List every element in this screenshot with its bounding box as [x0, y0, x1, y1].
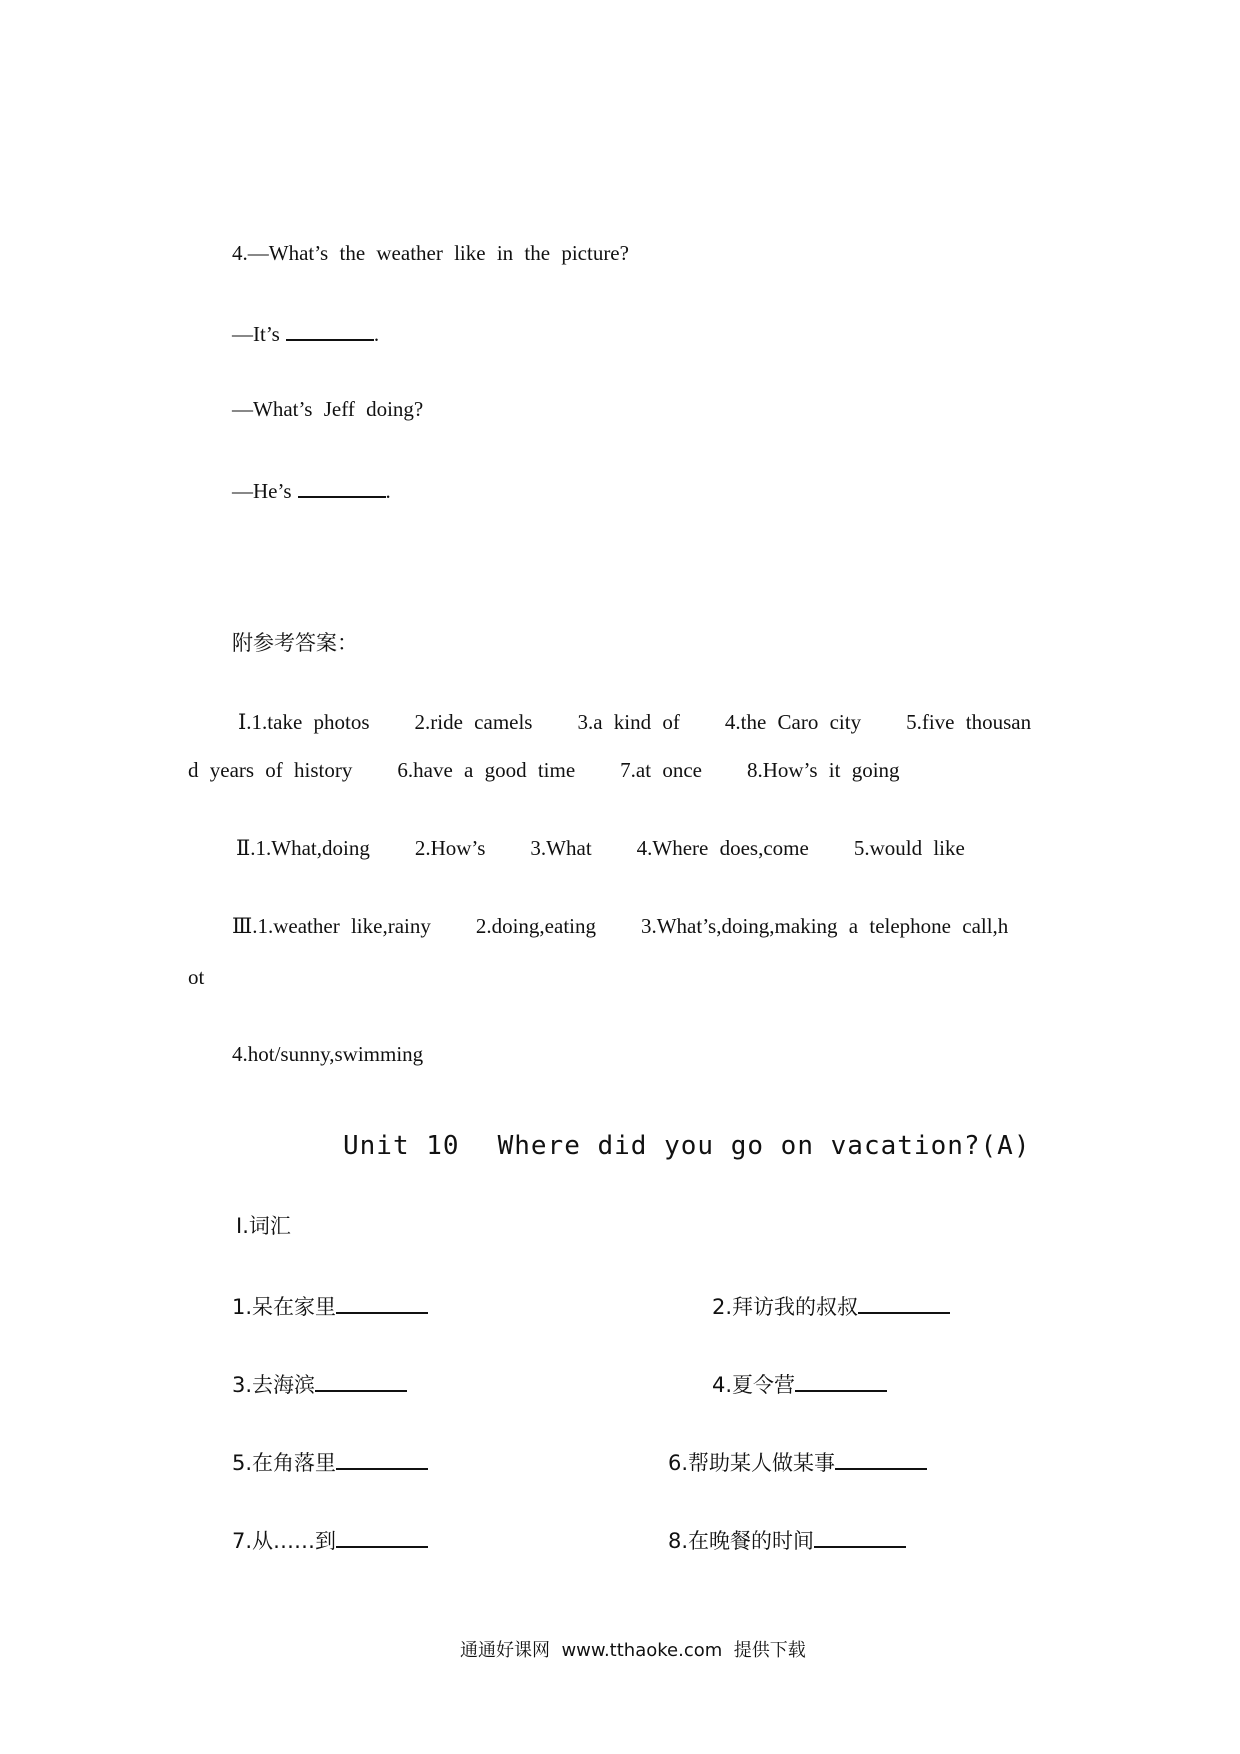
answers-section-3-line-2: ot [188, 965, 205, 989]
vocab-item-2: 2.拜访我的叔叔 [712, 1294, 950, 1318]
vocab-item-7: 7.从……到 [232, 1528, 428, 1552]
vocab-blank[interactable] [315, 1372, 407, 1392]
vocab-blank[interactable] [835, 1450, 927, 1470]
answers-section-3-line-1: Ⅲ.1.weather like,rainy 2.doing,eating 3.What’s,doing,making a telephone call,h [232, 914, 1009, 938]
answers-section-1-line-2: d years of history 6.have a good time 7.at once 8.How’s it going [188, 758, 900, 782]
vocab-item-4: 4.夏令营 [712, 1372, 887, 1396]
vocab-blank[interactable] [336, 1294, 428, 1314]
answers-section-3-line-3: 4.hot/sunny,swimming [232, 1042, 424, 1066]
vocab-blank[interactable] [814, 1528, 906, 1548]
vocab-section-label: Ⅰ.词汇 [236, 1214, 291, 1238]
answer-line-weather: —It’s . [232, 322, 380, 346]
answer-line-jeff: —He’s . [232, 479, 391, 503]
answer-blank[interactable] [286, 321, 374, 341]
vocab-item-3: 3.去海滨 [232, 1372, 407, 1396]
answer-prefix: —It’s [232, 322, 280, 346]
vocab-item-5: 5.在角落里 [232, 1450, 428, 1474]
vocab-item-8: 8.在晚餐的时间 [668, 1528, 906, 1552]
vocab-blank[interactable] [858, 1294, 950, 1314]
vocab-blank[interactable] [795, 1372, 887, 1392]
answer-blank[interactable] [298, 478, 386, 498]
answer-prefix: —He’s [232, 479, 292, 503]
question-4: 4.—What’s the weather like in the picture? [232, 241, 629, 265]
vocab-item-6: 6.帮助某人做某事 [668, 1450, 927, 1474]
vocab-blank[interactable] [336, 1528, 428, 1548]
vocab-item-1: 1.呆在家里 [232, 1294, 428, 1318]
vocab-blank[interactable] [336, 1450, 428, 1470]
answers-section-2: Ⅱ.1.What,doing 2.How’s 3.What 4.Where does,come 5.would like [236, 836, 965, 860]
unit-title: Unit 10 Where did you go on vacation?(A) [343, 1131, 1031, 1161]
page-footer: 通通好课网 www.tthaoke.com 提供下载 [460, 1640, 806, 1661]
answers-section-1-line-1: Ⅰ.1.take photos 2.ride camels 3.a kind of 4.the Caro city 5.five thousan [238, 710, 1032, 734]
answers-heading: 附参考答案： [232, 631, 358, 655]
question-jeff: —What’s Jeff doing? [232, 397, 424, 421]
